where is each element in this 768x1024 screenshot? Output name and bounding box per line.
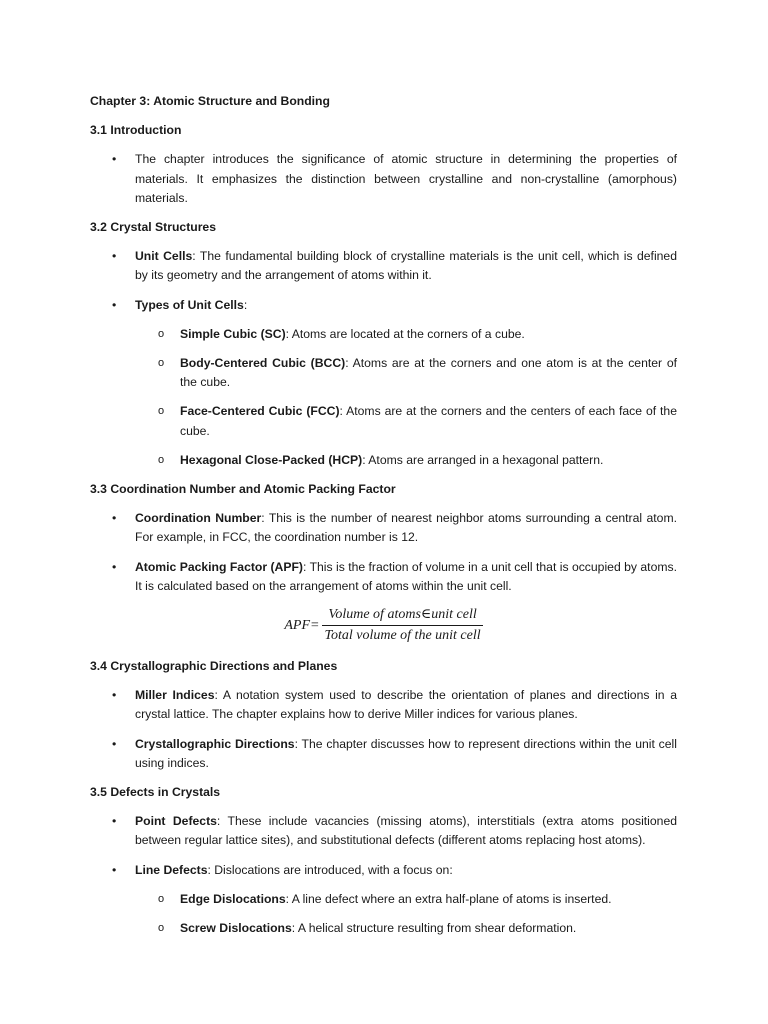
sub-bullet-marker: o: [158, 357, 165, 370]
sub-bullet-item: [90, 451, 677, 470]
sub-bullet-marker: o: [158, 327, 165, 340]
bullet-item: [90, 686, 677, 724]
bullet-marker: •: [112, 297, 117, 312]
bullet-item: [90, 558, 677, 596]
sub-bullet-item: [90, 890, 677, 909]
item-text: : The chapter discusses how to represent directions within the unit cell using indices.: [135, 736, 677, 770]
bullet-item: [90, 296, 677, 315]
term: Atomic Packing Factor (APF): [135, 559, 303, 574]
bullet-marker: •: [112, 862, 117, 877]
term: Crystallographic Directions: [135, 736, 295, 751]
formula-denominator: Total volume of the unit cell: [324, 628, 481, 644]
bullet-item: [90, 735, 677, 773]
term: Face-Centered Cubic (FCC): [180, 404, 340, 419]
item-text: : A helical structure resulting from shear deformation.: [291, 921, 577, 936]
document-content: [90, 121, 677, 938]
bullet-marker: •: [112, 249, 117, 264]
item-text: : Atoms are located at the corners of a cube.: [285, 326, 525, 341]
item-text: : A line defect where an extra half-plane of atoms is inserted.: [285, 891, 612, 906]
section-heading: 3.1 Introduction: [90, 123, 182, 138]
formula-numerator: Volume of atoms∈unit cell: [328, 607, 477, 623]
sub-bullet-item: [90, 325, 677, 344]
sub-bullet-item: [90, 354, 677, 392]
section: [90, 218, 677, 470]
sub-bullet-marker: o: [158, 922, 165, 935]
term: Unit Cells: [135, 249, 193, 264]
sub-bullet-marker: o: [158, 453, 165, 466]
section-heading: 3.4 Crystallographic Directions and Planes: [90, 659, 338, 674]
section: [90, 480, 677, 645]
chapter-title: Chapter 3: Atomic Structure and Bonding: [90, 94, 330, 108]
bullet-marker: •: [112, 511, 117, 526]
term: Edge Dislocations: [180, 891, 286, 906]
item-text: : Atoms are at the corners and one atom is at the center of the cube.: [180, 356, 677, 390]
term: Types of Unit Cells: [135, 297, 244, 312]
bullet-item: [90, 509, 677, 547]
sub-bullet-item: [90, 919, 677, 938]
item-text: : These include vacancies (missing atoms), interstitials (extra atoms positioned between regular lattice sites), and substitutional defects (different atoms replacing host atoms).: [135, 814, 677, 848]
bullet-item: [90, 861, 677, 880]
item-text: : Atoms are arranged in a hexagonal pattern.: [362, 452, 604, 467]
item-text: : The fundamental building block of crystalline materials is the unit cell, which is defined by its geometry and the arrangement of atoms within it.: [135, 249, 677, 283]
term: Screw Dislocations: [180, 921, 292, 936]
bullet-marker: •: [112, 688, 117, 703]
sub-bullet-item: [90, 402, 677, 440]
term: Point Defects: [135, 814, 217, 829]
bullet-marker: •: [112, 736, 117, 751]
bullet-item: [90, 150, 677, 208]
apf-formula: [90, 606, 677, 645]
term: Hexagonal Close-Packed (HCP): [180, 452, 363, 467]
item-text: :: [243, 297, 248, 312]
term: Simple Cubic (SC): [180, 326, 286, 341]
section: [90, 121, 677, 208]
item-text: : Dislocations are introduced, with a focus on:: [207, 862, 453, 877]
bullet-marker: •: [112, 814, 117, 829]
formula-lhs: APF=: [284, 617, 320, 633]
bullet-marker: •: [112, 559, 117, 574]
section-heading: 3.5 Defects in Crystals: [90, 785, 221, 800]
document-page: [90, 92, 677, 948]
item-text: : A notation system used to describe the orientation of planes and directions in a crystal lattice. The chapter explains how to derive Miller indices for various planes.: [135, 688, 677, 722]
term: Body-Centered Cubic (BCC): [180, 356, 346, 371]
term: Line Defects: [135, 862, 208, 877]
item-text: : This is the number of nearest neighbor atoms surrounding a central atom. For example, in FCC, the coordination number is 12.: [135, 511, 677, 545]
term: Miller Indices: [135, 688, 215, 703]
item-text: The chapter introduces the significance of atomic structure in determining the properties of materials. It emphasizes the distinction between crystalline and non-crystalline (amorphous) materials.: [135, 152, 677, 205]
formula-fraction: [322, 606, 482, 645]
section-heading: 3.2 Crystal Structures: [90, 220, 216, 235]
bullet-item: [90, 247, 677, 285]
bullet-item: [90, 812, 677, 850]
term: Coordination Number: [135, 511, 262, 526]
section: [90, 783, 677, 938]
item-text: : This is the fraction of volume in a unit cell that is occupied by atoms. It is calculated based on the arrangement of atoms within the unit cell.: [135, 559, 677, 593]
sub-bullet-marker: o: [158, 892, 165, 905]
section: [90, 657, 677, 773]
sub-bullet-marker: o: [158, 405, 165, 418]
item-text: : Atoms are at the corners and the centers of each face of the cube.: [180, 404, 677, 438]
section-heading: 3.3 Coordination Number and Atomic Packing Factor: [90, 482, 396, 497]
bullet-marker: •: [112, 152, 117, 167]
